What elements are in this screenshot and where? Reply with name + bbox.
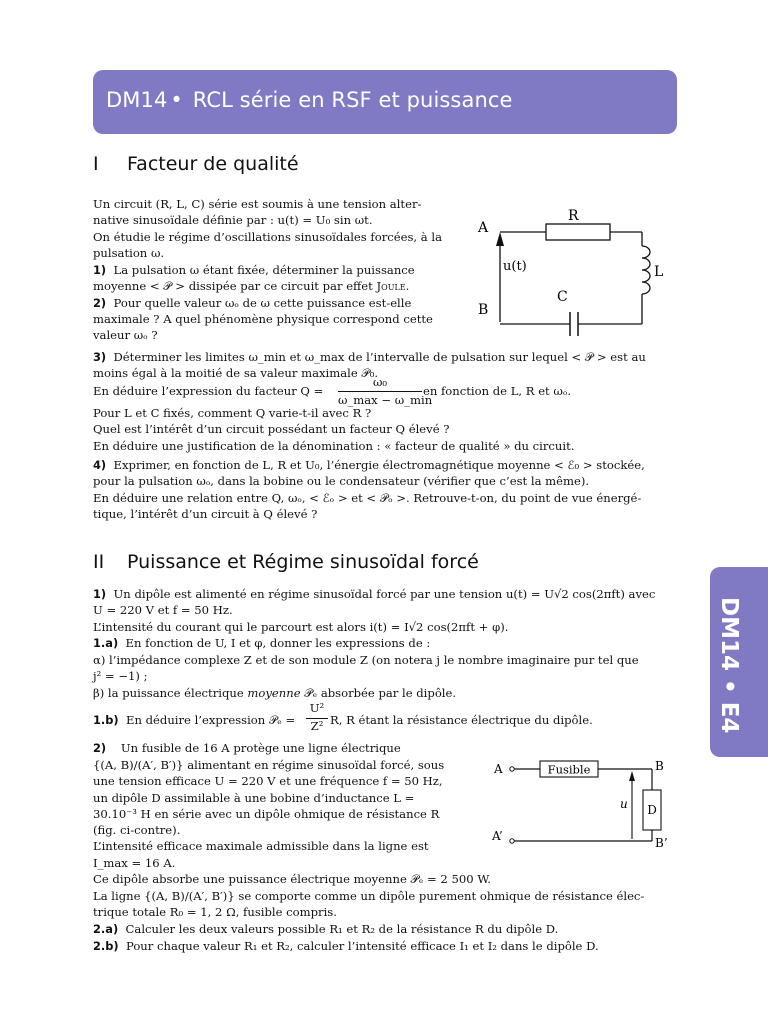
label-b: B: [655, 759, 664, 773]
fuse-circuit-diagram: [488, 754, 688, 854]
node-a-label: A: [478, 220, 489, 236]
s1-line-1: native sinusoïdale définie par : u(t) = U₀ sin ωt.: [93, 213, 373, 227]
s2-line-21: Ce dipôle absorbe une puissance électrique moyenne 𝒫ₑ = 2 500 W.: [93, 872, 491, 886]
s2-line-12: R, R étant la résistance électrique du dipôle.: [330, 713, 593, 727]
section-2-heading: [93, 551, 479, 573]
dipole-label: D: [647, 803, 657, 817]
s1-line-11: En déduire l’expression du facteur Q =: [93, 384, 324, 398]
fraction-numerator: ω₀: [372, 375, 388, 389]
q-label: 2): [93, 296, 107, 310]
s1-q4: [93, 457, 645, 473]
q-label: 2.a): [93, 922, 119, 936]
s1-q3: [93, 349, 646, 365]
s2-line-23: trique totale R₀ = 1, 2 Ω, fusible compris.: [93, 905, 337, 919]
s1-line-7: maximale ? A quel phénomène physique correspond cette: [93, 312, 433, 326]
s2-q1: [93, 586, 655, 602]
banner-title: RCL série en RSF et puissance: [192, 88, 513, 112]
s1-line-4: La pulsation ω étant fixée, déterminer la puissance: [113, 263, 415, 277]
q-label: 1): [93, 263, 107, 277]
s1-line-14: en fonction de L, R et ωₒ.: [423, 384, 572, 398]
capacitor-label: C: [557, 289, 568, 305]
power-numerator: U²: [309, 701, 325, 715]
q-label: 3): [93, 350, 107, 364]
fuse-label: Fusible: [547, 762, 591, 777]
s2-line-25: Pour chaque valeur R₁ et R₂, calculer l’intensité efficace I₁ et I₂ dans le dipôle D.: [126, 939, 599, 953]
title-banner: [93, 70, 677, 134]
label-b-prime: B’: [655, 836, 668, 850]
section-1-number: I: [93, 153, 99, 175]
s2-line-4: α) l’impédance complexe Z et de son module Z (on notera j le nombre imaginaire pur tel que: [93, 653, 639, 667]
s1-q1-cont: [93, 278, 409, 294]
s2-line-0: Un dipôle est alimenté en régime sinusoïdal forcé par une tension u(t) = U√2 cos(2πft) avec: [113, 587, 656, 601]
terminal-a-prime: [510, 839, 514, 843]
s1-line-9: Déterminer les limites ω_min et ω_max de l’intervalle de pulsation sur lequel < 𝒫 > est au: [113, 350, 646, 364]
resistor-label: R: [568, 208, 579, 224]
q-label: 1.b): [93, 713, 119, 727]
s2-line-17: 30.10⁻³ H en série avec un dipôle ohmique de résistance R: [93, 807, 440, 821]
q-label: 4): [93, 458, 107, 472]
s1-line-18: Exprimer, en fonction de L, R et U₀, l’énergie électromagnétique moyenne < ℰ₀ > stockée,: [113, 458, 645, 472]
side-tab-label: DM14 • E4: [716, 597, 742, 734]
s2-line-2: L’intensité du courant qui le parcourt est alors i(t) = I√2 cos(2πft + φ).: [93, 620, 509, 634]
s1-line-17: En déduire une justification de la dénomination : « facteur de qualité » du circuit.: [93, 439, 575, 453]
s2-line-19: L’intensité efficace maximale admissible dans la ligne est: [93, 839, 429, 853]
s1-line-5: moyenne < 𝒫 > dissipée par ce circuit par effet: [93, 279, 373, 293]
s1-line-15: Pour L et C fixés, comment Q varie-t-il avec R ?: [93, 406, 372, 420]
s1-line-19: pour la pulsation ωₒ, dans la bobine ou le condensateur (vérifier que c’est la même).: [93, 474, 590, 488]
s2-line-1: U = 220 V et f = 50 Hz.: [93, 603, 233, 617]
s2-q1a: [93, 635, 430, 651]
voltage-u-label: u: [620, 797, 628, 811]
q-label: 1): [93, 587, 107, 601]
s2-line-8: 𝒫ₑ absorbée par le dipôle.: [304, 686, 457, 700]
fraction-denominator: ω_max − ω_min: [338, 393, 433, 407]
resistor-r: [546, 224, 610, 240]
node-b-label: B: [478, 302, 489, 318]
voltage-arrow-u-head: [629, 771, 635, 781]
s1-line-8: valeur ωₒ ?: [93, 328, 158, 342]
s1-line-10: moins égal à la moitié de sa valeur maximale 𝒫₀.: [93, 366, 379, 380]
s1-line-3: pulsation ω.: [93, 246, 165, 260]
banner-code: DM14: [106, 88, 168, 112]
s2-line-14: {(A, B)/(A′, B′)} alimentant en régime sinusoïdal forcé, sous: [93, 758, 445, 772]
inductor-l: [642, 246, 650, 294]
s1-line-21: tique, l’intérêt d’un circuit à Q élevé ?: [93, 507, 318, 521]
voltage-label: u(t): [503, 259, 527, 274]
s1-q1: [93, 262, 415, 278]
s1-line-16: Quel est l’intérêt d’un circuit possédant un facteur Q élevé ?: [93, 422, 450, 436]
terminal-a: [510, 767, 514, 771]
s2-q2a: [93, 921, 558, 937]
s2-line-18: (fig. ci-contre).: [93, 823, 181, 837]
s2-q2b: [93, 938, 599, 954]
joule-text: Joule.: [376, 279, 410, 293]
s2-line-22: La ligne {(A, B)/(A′, B′)} se comporte comme un dipôle purement ohmique de résistance élec-: [93, 889, 645, 903]
s1-q2: [93, 295, 411, 311]
s2-line-9: En déduire l’expression 𝒫ₑ =: [126, 713, 296, 727]
section-2-title: Puissance et Régime sinusoïdal forcé: [127, 551, 479, 573]
q-label: 2): [93, 741, 107, 755]
s2-line-3: En fonction de U, I et φ, donner les expressions de :: [125, 636, 431, 650]
s2-line-15: une tension efficace U = 220 V et une fréquence f = 50 Hz,: [93, 774, 443, 788]
s2-line-16: un dipôle D assimilable à une bobine d’inductance L =: [93, 791, 415, 805]
inductor-label: L: [654, 264, 664, 280]
side-tab: [710, 567, 768, 757]
s2-q2: [93, 740, 401, 756]
bullet: •: [170, 88, 183, 112]
s1-line-0: Un circuit (R, L, C) série est soumis à une tension alter-: [93, 197, 422, 211]
s2-line-24: Calculer les deux valeurs possible R₁ et R₂ de la résistance R du dipôle D.: [125, 922, 559, 936]
s2-line-5: j² = −1) ;: [93, 669, 148, 683]
s2-beta: [93, 685, 456, 701]
s1-line-20: En déduire une relation entre Q, ωₒ, < ℰₒ > et < 𝒫ₒ >. Retrouve-t-on, du point de vue énergé-: [93, 491, 642, 505]
s2-line-7: moyenne: [247, 686, 301, 700]
q-label: 1.a): [93, 636, 119, 650]
power-denominator: Z²: [310, 719, 324, 733]
voltage-arrow-head: [496, 232, 504, 246]
s1-line-6: Pour quelle valeur ωₒ de ω cette puissance est-elle: [113, 296, 412, 310]
s2-line-13: Un fusible de 16 A protège une ligne électrique: [120, 741, 401, 755]
s2-line-6: β) la puissance électrique: [93, 686, 244, 700]
q-label: 2.b): [93, 939, 119, 953]
label-a-prime: A’: [492, 829, 503, 843]
rlc-circuit-diagram: [470, 200, 690, 340]
section-2-number: II: [93, 551, 105, 573]
s1-line-2: On étudie le régime d’oscillations sinusoïdales forcées, à la: [93, 230, 442, 244]
section-1-title: Facteur de qualité: [127, 153, 299, 175]
label-a: A: [494, 762, 503, 776]
section-1-heading: [93, 153, 299, 175]
s2-q1b: [93, 712, 295, 728]
s2-line-20: I_max = 16 A.: [93, 856, 176, 870]
